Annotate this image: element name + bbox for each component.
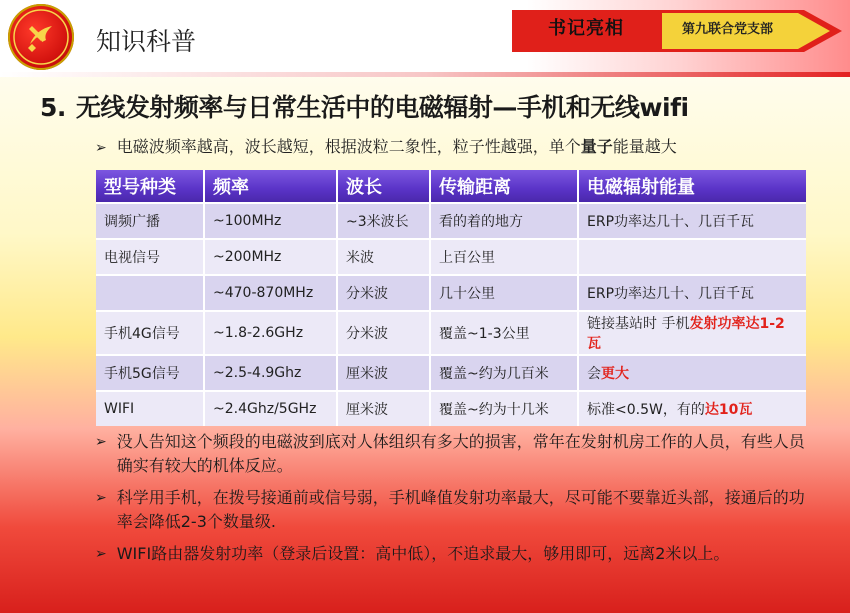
header-cell-wave: 波长: [337, 170, 430, 203]
list-item: [95, 542, 815, 566]
arrow-bullet-icon: ➢: [95, 490, 107, 506]
list-item: [95, 486, 815, 534]
note-text: 没人告知这个频段的电磁波到底对人体组织有多大的损害，常年在发射机房工作的人员，有些人员确实有较大的机体反应。: [116, 432, 805, 475]
cell-freq: ~100MHz: [204, 203, 337, 239]
cell-freq: ~470-870MHz: [204, 275, 337, 311]
cell-wave: 厘米波: [337, 355, 430, 391]
section-title: 知识科普: [96, 27, 197, 56]
table-row: [96, 203, 806, 239]
energy-highlight: 更大: [601, 366, 629, 382]
cell-energy: [578, 355, 806, 391]
cell-type: 电视信号: [96, 239, 204, 275]
cell-wave: 分米波: [337, 311, 430, 355]
heading-number: 5.: [40, 93, 66, 122]
cell-type: 手机4G信号: [96, 311, 204, 355]
energy-text: ERP功率达几十、几百千瓦: [587, 214, 755, 230]
cell-freq: ~1.8-2.6GHz: [204, 311, 337, 355]
cell-energy: [578, 275, 806, 311]
cell-wave: ~3米波长: [337, 203, 430, 239]
header-divider: [0, 72, 850, 77]
intro-bullet: [95, 134, 677, 157]
cell-type: 手机5G信号: [96, 355, 204, 391]
banner-title: 书记亮相: [548, 18, 624, 39]
energy-highlight: 达10瓦: [704, 402, 753, 418]
note-text: 科学用手机，在拨号接通前或信号弱，手机峰值发射功率最大，尽可能不要靠近头部，接通后的功率会降低2-3个数量级.: [116, 488, 805, 531]
header-cell-type: 型号种类: [96, 170, 204, 203]
notes-list: [95, 430, 815, 574]
table-row: [96, 391, 806, 426]
cell-dist: 覆盖~1-3公里: [430, 311, 578, 355]
cell-type: [96, 275, 204, 311]
page-heading: [40, 88, 689, 124]
cell-energy: [578, 203, 806, 239]
cell-wave: 米波: [337, 239, 430, 275]
list-item: [95, 430, 815, 478]
table-header-row: [96, 170, 806, 203]
cell-energy: [578, 391, 806, 426]
cell-dist: 几十公里: [430, 275, 578, 311]
energy-text: 会: [587, 366, 601, 382]
header-cell-dist: 传输距离: [430, 170, 578, 203]
intro-suffix: 能量越大: [612, 137, 677, 156]
intro-prefix: 电磁波频率越高，波长越短，根据波粒二象性，粒子性越强，单个: [116, 137, 581, 156]
header-cell-energy: 电磁辐射能量: [578, 170, 806, 203]
cell-energy: [578, 311, 806, 355]
party-emblem-icon: [8, 4, 74, 70]
energy-text: 标准<0.5W，有的: [587, 402, 705, 418]
cell-wave: 分米波: [337, 275, 430, 311]
arrow-bullet-icon: ➢: [95, 546, 107, 562]
intro-bold: 量子: [580, 137, 613, 156]
table-row: [96, 355, 806, 391]
cell-freq: ~200MHz: [204, 239, 337, 275]
table-row: [96, 275, 806, 311]
frequency-table: [96, 170, 806, 426]
banner-subtitle: 第九联合党支部: [682, 22, 774, 37]
cell-type: 调频广播: [96, 203, 204, 239]
cell-dist: 上百公里: [430, 239, 578, 275]
cell-dist: 看的着的地方: [430, 203, 578, 239]
cell-wave: 厘米波: [337, 391, 430, 426]
arrow-bullet-icon: ➢: [95, 140, 107, 156]
heading-text: 无线发射频率与日常生活中的电磁辐射—手机和无线wifi: [75, 93, 689, 122]
table-row: [96, 311, 806, 355]
energy-text: ERP功率达几十、几百千瓦: [587, 286, 755, 302]
arrow-bullet-icon: ➢: [95, 434, 107, 450]
cell-dist: 覆盖~约为几百米: [430, 355, 578, 391]
cell-energy: [578, 239, 806, 275]
energy-highlight: 发射功率达1-2瓦: [587, 316, 785, 352]
table-row: [96, 239, 806, 275]
cell-freq: ~2.5-4.9Ghz: [204, 355, 337, 391]
cell-freq: ~2.4Ghz/5GHz: [204, 391, 337, 426]
header-cell-freq: 频率: [204, 170, 337, 203]
cell-dist: 覆盖~约为十几米: [430, 391, 578, 426]
note-text: WIFI路由器发射功率（登录后设置：高中低），不追求最大，够用即可，远离2米以上。: [116, 544, 730, 563]
energy-text: 链接基站时 手机: [587, 316, 690, 332]
header-banner: [512, 4, 842, 58]
cell-type: WIFI: [96, 391, 204, 426]
